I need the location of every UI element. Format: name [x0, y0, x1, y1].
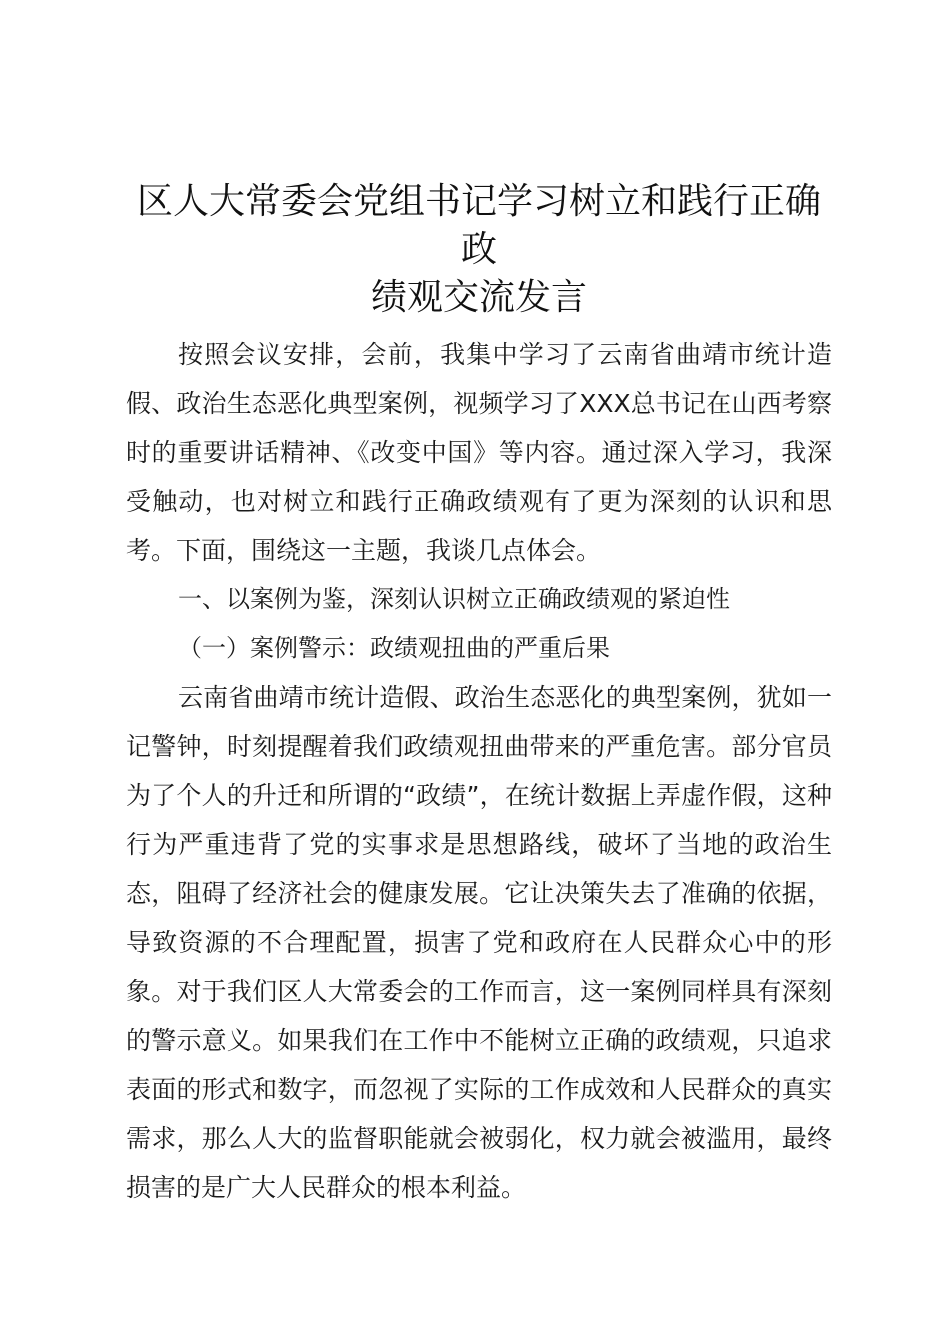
title-line-1: 区人大常委会党组书记学习树立和践行正确政 — [136, 181, 821, 270]
subsection-heading-1: （一）案例警示：政绩观扭曲的严重后果 — [178, 634, 610, 662]
document-body — [126, 330, 832, 1212]
document-title — [126, 178, 832, 322]
title-line-2: 绩观交流发言 — [370, 277, 587, 318]
case-paragraph: 云南省曲靖市统计造假、政治生态恶化的典型案例，犹如一记警钟，时刻提醒着我们政绩观扭曲带来的严重危害。部分官员为了个人的升迁和所谓的“政绩”，在统计数据上弄虚作假，这种行为严重违背了党的实事求是思想路线，破坏了当地的政治生态，阻碍了经济社会的健康发展。它让决策失去了准确的依据，导致资源的不合理配置，损害了党和政府在人民群众心中的形象。对于我们区人大常委会的工作而言，这一案例同样具有深刻的警示意义。如果我们在工作中不能树立正确的政绩观，只追求表面的形式和数字，而忽视了实际的工作成效和人民群众的真实需求，那么人大的监督职能就会被弱化，权力就会被滥用，最终损害的是广大人民群众的根本利益。 — [126, 683, 832, 1202]
section-heading-1: 一、以案例为鉴，深刻认识树立正确政绩观的紧迫性 — [178, 585, 730, 613]
intro-paragraph: 按照会议安排，会前，我集中学习了云南省曲靖市统计造假、政治生态恶化典型案例，视频学习了XXX总书记在山西考察时的重要讲话精神、《改变中国》等内容。通过深入学习，我深受触动，也对树立和践行正确政绩观有了更为深刻的认识和思考。下面，围绕这一主题，我谈几点体会。 — [126, 340, 832, 565]
document-page — [126, 178, 832, 1212]
